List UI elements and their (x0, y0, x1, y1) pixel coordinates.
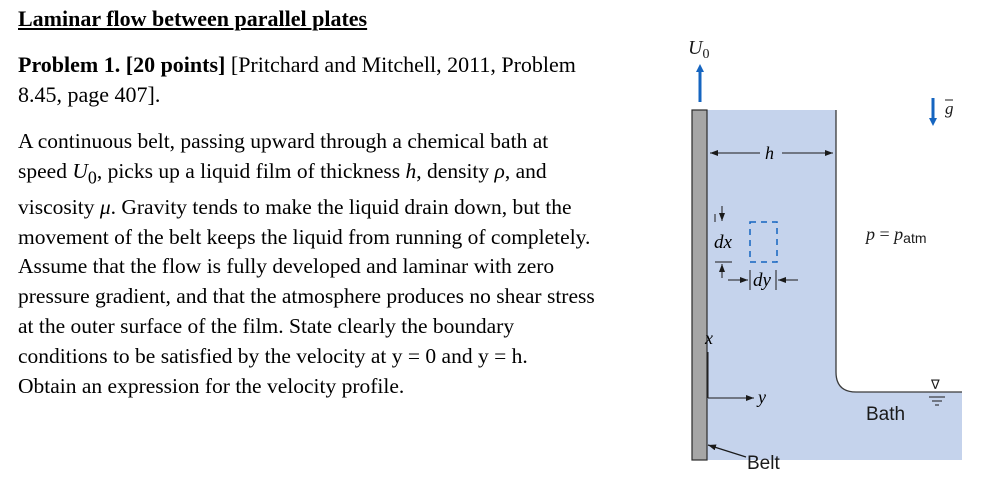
problem-text-line: A continuous belt, passing upward through a chemical bath at (18, 129, 549, 153)
problem-source-line2: 8.45, page 407]. (18, 82, 161, 107)
thickness-label: h (765, 143, 774, 163)
belt-label: Belt (747, 453, 780, 474)
math-symbol: U (72, 158, 88, 183)
problem-text-line: Obtain an expression for the velocity profile. (18, 373, 405, 398)
problem-text-line: movement of the belt keeps the liquid from running of completely. (18, 224, 591, 249)
velocity-label: $U_0$ (688, 37, 710, 62)
problem-text-line: conditions to be satisfied by the velocity at y = 0 and y = h. (18, 343, 528, 368)
problem-text-line: Assume that the flow is fully developed and laminar with zero (18, 254, 555, 279)
free-surface-symbol: ∇ (931, 377, 940, 392)
document-title: Laminar flow between parallel plates (18, 6, 368, 31)
math-subscript: 0 (87, 167, 97, 188)
problem-number: Problem 1. [20 points] (18, 52, 226, 77)
belt (692, 110, 707, 460)
bath-label: Bath (866, 404, 906, 425)
math-symbol: h (405, 158, 417, 183)
problem-heading (18, 50, 658, 110)
problem-text (18, 127, 678, 401)
problem-source-line1: [Pritchard and Mitchell, 2011, Problem (230, 52, 576, 77)
problem-text-line: pressure gradient, and that the atmosphere produces no shear stress (18, 284, 595, 309)
math-symbol: μ (99, 194, 111, 219)
y-axis-label: y (758, 387, 766, 407)
belt-bath-figure (670, 20, 970, 480)
liquid-surface-line (836, 110, 962, 392)
math-symbol: ρ (494, 158, 505, 183)
problem-text-line: at the outer surface of the film. State clearly the boundary (18, 314, 515, 339)
dy-label: dy (753, 270, 771, 291)
problem-text-line: viscosity μ. Gravity tends to make the liquid drain down, but the (18, 194, 572, 219)
problem-text-line: speed $U_0$, picks up a liquid film of thickness h, density ρ, and (18, 158, 547, 188)
pressure-label: p = patm (866, 224, 927, 246)
dx-label: dx (714, 232, 732, 253)
x-axis-label: x (705, 328, 713, 348)
liquid-film (707, 110, 962, 460)
gravity-label: g (945, 99, 954, 118)
